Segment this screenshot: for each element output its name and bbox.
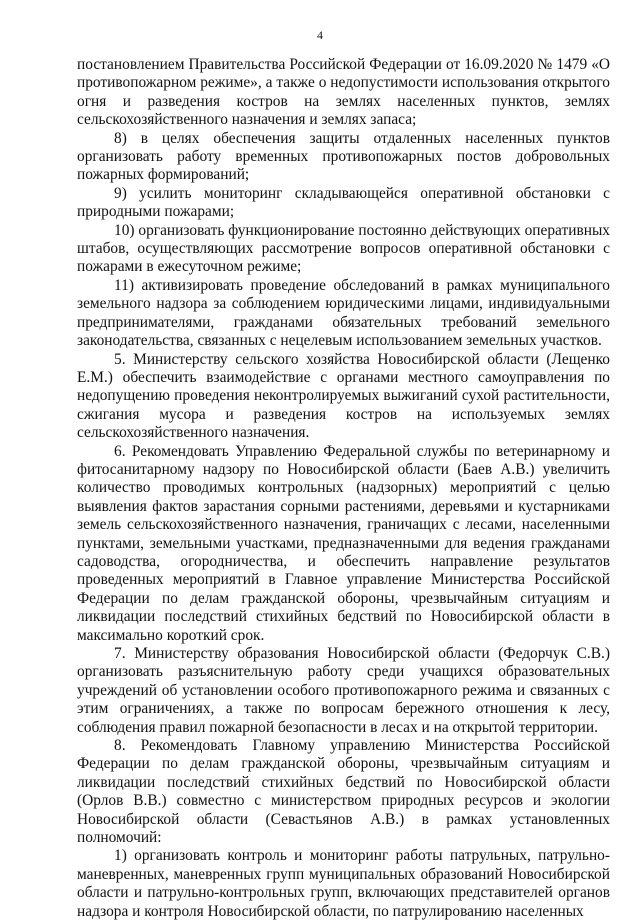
paragraph-section-8: 8. Рекомендовать Главному управлению Министерства Российской Федерации по делам гражданской обороны, чрезвычайным ситуациям и ликвидации последствий стихийных бедствий по Новосибирской области (Орлов В.В.) совместно с министерством природных ресурсов и экологии Новосибирской области (Севастьянов А.В.) в рамках установленных полномочий: bbox=[77, 737, 610, 847]
document-body bbox=[77, 56, 610, 921]
paragraph-item-11: 11) активизировать проведение обследований в рамках муниципального земельного надзора за соблюдением юридическими лицами, индивидуальными предпринимателями, гражданами обязательных требований земельного законодательства, связанных с нецелевым использованием земельных участков. bbox=[77, 276, 610, 350]
paragraph-section-6: 6. Рекомендовать Управлению Федеральной службы по ветеринарному и фитосанитарному надзору по Новосибирской области (Баев А.В.) увеличить количество проводимых контрольных (надзорных) мероприятий с целью выявления фактов зарастания сорными растениями, деревьями и кустарниками земель сельскохозяйственного назначения, граничащих с лесами, населенными пунктами, земельными участками, предназначенными для ведения гражданами садоводства, огородничества, и обеспечить направление результатов проведенных мероприятий в Главное управление Министерства Российской Федерации по делам гражданской обороны, чрезвычайным ситуациям и ликвидации последствий стихийных бедствий по Новосибирской области в максимально короткий срок. bbox=[77, 442, 610, 644]
paragraph-continuation: постановлением Правительства Российской Федерации от 16.09.2020 № 1479 «О противопожарном режиме», а также о недопустимости использования открытого огня и разведения костров на землях населенных пунктов, землях сельскохозяйственного назначения и землях запаса; bbox=[77, 56, 610, 129]
page-number: 4 bbox=[317, 28, 323, 42]
paragraph-section-7: 7. Министерству образования Новосибирской области (Федорчук С.В.) организовать разъяснительную работу среди учащихся образовательных учреждений об установлении особого противопожарного режима и связанных с этим ограничениях, а также по вопросам бережного отношения к лесу, соблюдения правил пожарной безопасности в лесах и на открытой территории. bbox=[77, 645, 610, 736]
paragraph-item-8: 8) в целях обеспечения защиты отдаленных населенных пунктов организовать работу временных противопожарных постов добровольных пожарных формирований; bbox=[77, 129, 610, 184]
paragraph-item-10: 10) организовать функционирование постоянно действующих оперативных штабов, осуществляющих рассмотрение вопросов оперативной обстановки с пожарами в ежесуточном режиме; bbox=[77, 221, 610, 276]
paragraph-section-8-item-1: 1) организовать контроль и мониторинг работы патрульных, патрульно-маневренных, маневренных групп муниципальных образований Новосибирской области и патрульно-контрольных групп, включающих представителей органов надзора и контроля Новосибирской области, по патрулированию населенных bbox=[77, 847, 610, 920]
paragraph-section-5: 5. Министерству сельского хозяйства Новосибирской области (Лещенко Е.М.) обеспечить взаимодействие с органами местного самоуправления по недопущению проведения неконтролируемых выжиганий сухой растительности, сжигания мусора и разведения костров на используемых землях сельскохозяйственного назначения. bbox=[77, 350, 610, 442]
paragraph-item-9: 9) усилить мониторинг складывающейся оперативной обстановки с природными пожарами; bbox=[77, 184, 610, 221]
